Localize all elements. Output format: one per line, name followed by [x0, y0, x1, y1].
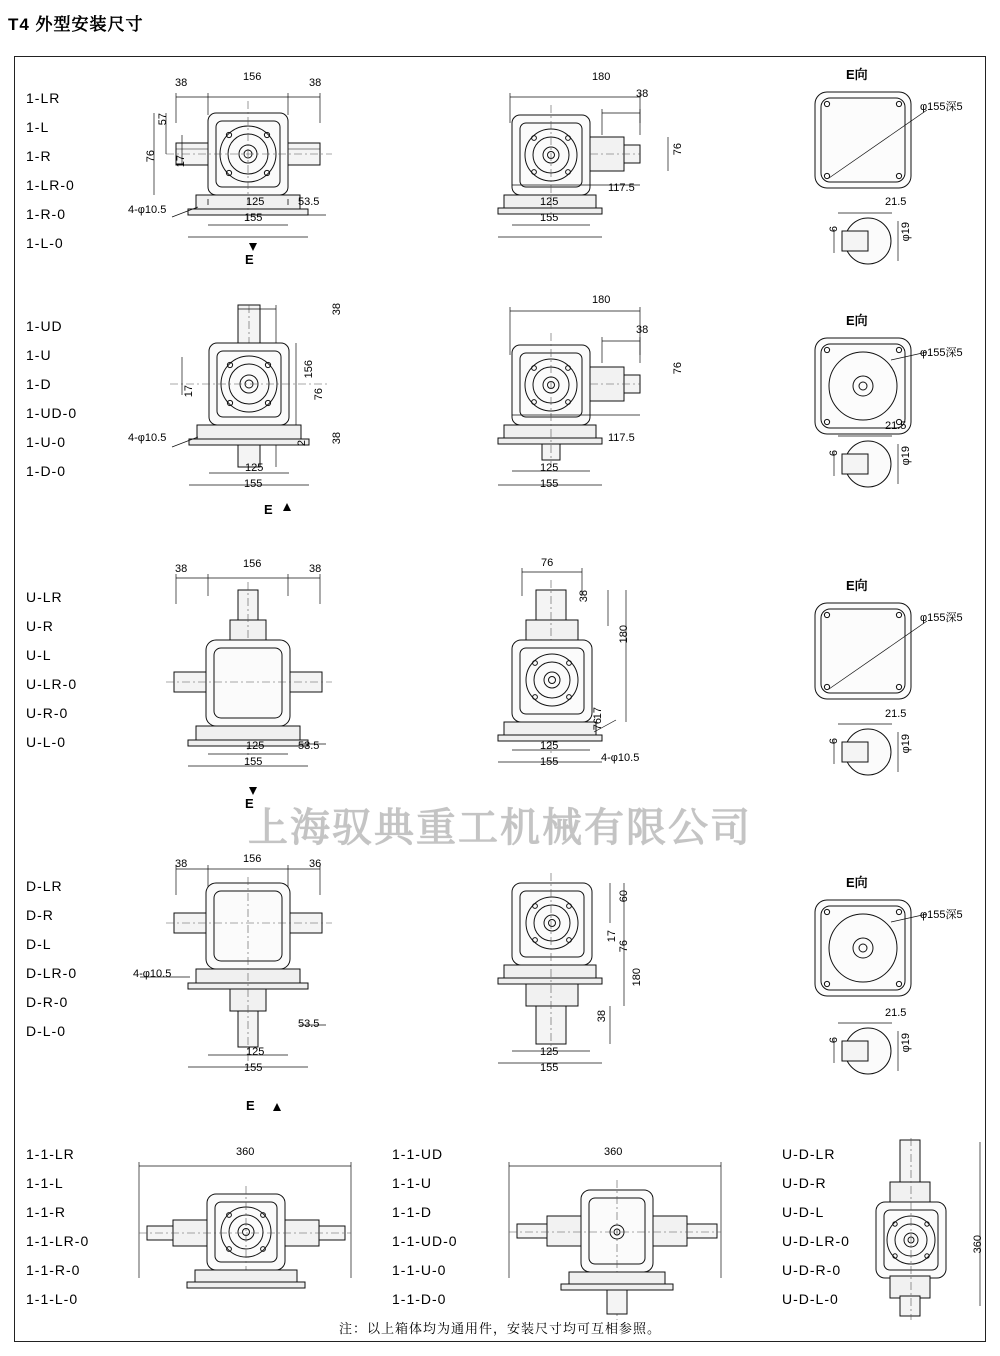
model-label: 1-UD-0 — [26, 405, 78, 421]
model-label: 1-R-0 — [26, 206, 67, 222]
page-title: T4 外型安装尺寸 — [8, 15, 144, 34]
dim: 17 — [592, 707, 604, 720]
model-label: 1-1-UD-0 — [392, 1233, 458, 1249]
dim: 38 — [636, 88, 649, 100]
model-label: 1-1-R — [26, 1204, 67, 1220]
dim: 21.5 — [885, 196, 907, 208]
model-label: 1-D-0 — [26, 463, 67, 479]
model-label: D-L-0 — [26, 1023, 67, 1039]
dim: 125 — [245, 462, 264, 474]
dim: 125 — [540, 1046, 559, 1058]
dim: 2 — [296, 440, 308, 447]
model-label: D-LR-0 — [26, 965, 78, 981]
e-arrow — [273, 1103, 281, 1111]
model-label: U-D-LR-0 — [782, 1233, 850, 1249]
dim: 17 — [183, 385, 195, 398]
model-label: 1-U — [26, 347, 52, 363]
dim: 38 — [175, 563, 188, 575]
dim: 155 — [244, 212, 263, 224]
dim: 38 — [309, 77, 322, 89]
dim: 53.5 — [298, 740, 320, 752]
dim: 60 — [618, 890, 630, 903]
group-2-labels — [26, 312, 77, 486]
model-label: 1-1-LR — [26, 1146, 75, 1162]
dim: 155 — [540, 756, 559, 768]
model-label: D-L — [26, 936, 52, 952]
dim: 156 — [243, 853, 262, 865]
dim: 125 — [540, 196, 559, 208]
model-label: 1-L-0 — [26, 235, 64, 251]
dim: 4-φ10.5 — [128, 204, 167, 216]
model-label: D-LR — [26, 878, 63, 894]
dim: 38 — [636, 324, 649, 336]
e-arrow — [249, 243, 257, 251]
group-3-labels — [26, 583, 77, 757]
model-label: 1-1-UD — [392, 1146, 444, 1162]
watermark: 上海驭典重工机械有限公司 — [248, 805, 752, 851]
model-label: 1-1-R-0 — [26, 1262, 81, 1278]
model-label: 1-1-L-0 — [26, 1291, 79, 1307]
dim: 76 — [618, 940, 630, 953]
e-arrow-label: E — [245, 796, 254, 811]
dim: 155 — [244, 1062, 263, 1074]
e-arrow-label: E — [245, 252, 254, 267]
model-label: U-L — [26, 647, 52, 663]
model-label: U-D-L-0 — [782, 1291, 839, 1307]
dim: 117.5 — [608, 182, 635, 194]
model-label: 1-D — [26, 376, 52, 392]
dim: 36 — [309, 858, 322, 870]
dim: 360 — [972, 1235, 984, 1254]
e-view-title: E向 — [846, 578, 868, 593]
dim: 4-φ10.5 — [128, 432, 167, 444]
dim: 125 — [246, 740, 265, 752]
dim: 38 — [578, 590, 590, 603]
model-label: U-D-L — [782, 1204, 825, 1220]
dim: 76 — [592, 718, 604, 731]
dim: 155 — [540, 1062, 559, 1074]
dim: 53.5 — [298, 196, 320, 208]
group-1-labels — [26, 84, 75, 258]
dim: 155 — [540, 478, 559, 490]
model-label: 1-1-LR-0 — [26, 1233, 90, 1249]
dim: 156 — [303, 360, 315, 379]
dim: 38 — [175, 77, 188, 89]
model-label: 1-1-D — [392, 1204, 433, 1220]
dim: 76 — [145, 150, 157, 163]
e-arrow — [283, 503, 291, 511]
group-4-labels — [26, 872, 77, 1046]
model-label: U-D-R — [782, 1175, 827, 1191]
model-label: U-LR — [26, 589, 63, 605]
dim: 57 — [157, 113, 169, 126]
model-label: U-R — [26, 618, 54, 634]
model-label: 1-U-0 — [26, 434, 67, 450]
dim: φ155深5 — [920, 101, 963, 113]
bottom-middle-labels — [392, 1140, 458, 1314]
dim: 6 — [828, 226, 840, 233]
dim: φ155深5 — [920, 909, 963, 921]
dim: φ155深5 — [920, 347, 963, 359]
e-arrow-label: E — [264, 502, 273, 517]
dim: 38 — [175, 858, 188, 870]
dim: 76 — [672, 362, 684, 375]
dim: 155 — [244, 478, 263, 490]
dim: 155 — [540, 212, 559, 224]
model-label: 1-LR — [26, 90, 61, 106]
dim: 155 — [244, 756, 263, 768]
model-label: 1-UD — [26, 318, 63, 334]
model-label: 1-1-L — [26, 1175, 64, 1191]
e-arrow — [249, 787, 257, 795]
dim: 6 — [828, 1037, 840, 1044]
dim: 17 — [175, 155, 187, 168]
dim: 6 — [828, 450, 840, 457]
model-label: U-D-LR — [782, 1146, 836, 1162]
dim: φ19 — [900, 222, 912, 242]
dim: φ155深5 — [920, 612, 963, 624]
dim: 360 — [604, 1146, 623, 1158]
dim: 38 — [596, 1010, 608, 1023]
model-label: U-R-0 — [26, 705, 69, 721]
dim: 21.5 — [885, 1007, 907, 1019]
model-label: 1-L — [26, 119, 50, 135]
dim: 17 — [606, 930, 618, 943]
model-label: 1-1-U-0 — [392, 1262, 447, 1278]
dim: 180 — [592, 71, 611, 83]
model-label: 1-1-D-0 — [392, 1291, 447, 1307]
model-label: D-R — [26, 907, 54, 923]
e-view-title: E向 — [846, 67, 868, 82]
e-view-title: E向 — [846, 875, 868, 890]
dim: 6 — [828, 738, 840, 745]
dim: 53.5 — [298, 1018, 320, 1030]
dim: 4-φ10.5 — [601, 752, 640, 764]
dim: 125 — [246, 1046, 265, 1058]
model-label: 1-LR-0 — [26, 177, 75, 193]
dim: φ19 — [900, 734, 912, 754]
bottom-left-labels — [26, 1140, 89, 1314]
dim: 38 — [309, 563, 322, 575]
dim: 156 — [243, 558, 262, 570]
dim: 180 — [618, 625, 630, 644]
dim: 117.5 — [608, 432, 635, 444]
dim: 180 — [592, 294, 611, 306]
model-label: 1-1-U — [392, 1175, 433, 1191]
dim: 125 — [246, 196, 265, 208]
dim: 76 — [541, 557, 554, 569]
dim: 76 — [672, 143, 684, 156]
dim: 125 — [540, 462, 559, 474]
dim: φ19 — [900, 446, 912, 466]
model-label: U-LR-0 — [26, 676, 78, 692]
dim: 360 — [236, 1146, 255, 1158]
model-label: U-L-0 — [26, 734, 67, 750]
dim: 76 — [313, 388, 325, 401]
model-label: 1-R — [26, 148, 52, 164]
e-view-title: E向 — [846, 313, 868, 328]
dim: 21.5 — [885, 420, 907, 432]
model-label: D-R-0 — [26, 994, 69, 1010]
dim: 156 — [243, 71, 262, 83]
dim: 4-φ10.5 — [133, 968, 172, 980]
dim: 21.5 — [885, 708, 907, 720]
dim: 180 — [631, 968, 643, 987]
footer-note: 注：以上箱体均为通用件，安装尺寸均可互相参照。 — [338, 1321, 661, 1336]
model-label: U-D-R-0 — [782, 1262, 842, 1278]
bottom-right-labels — [782, 1140, 850, 1314]
dim: 125 — [540, 740, 559, 752]
dim: φ19 — [900, 1033, 912, 1053]
dim: 38 — [331, 432, 343, 445]
dim: 38 — [331, 303, 343, 316]
e-arrow-label: E — [246, 1098, 255, 1113]
